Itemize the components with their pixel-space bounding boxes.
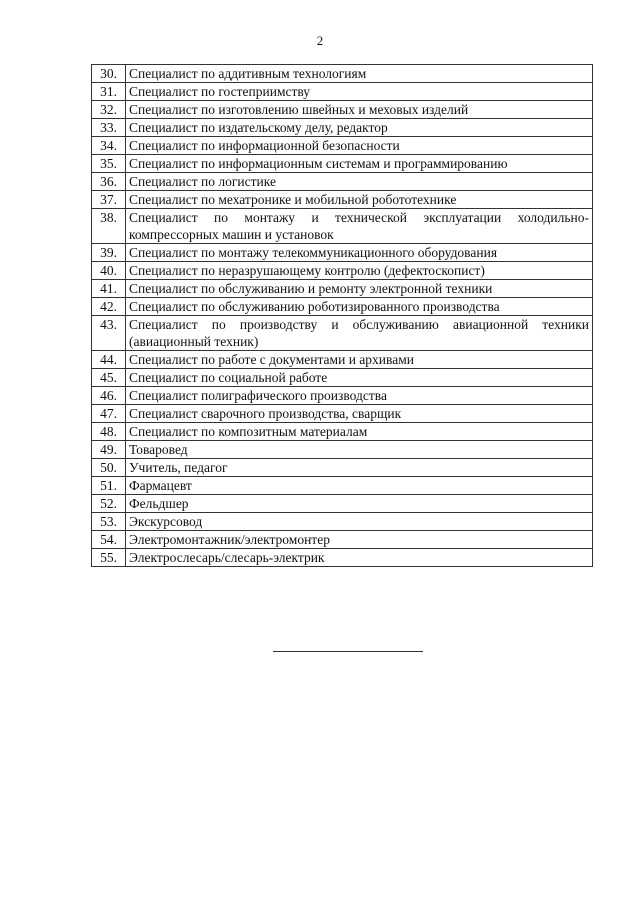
row-number: 42. <box>92 298 126 316</box>
table-row <box>92 244 593 262</box>
row-number: 46. <box>92 387 126 405</box>
table-row <box>92 191 593 209</box>
table-row <box>92 137 593 155</box>
table-row <box>92 405 593 423</box>
profession-name: Специалист по информационной безопасности <box>126 137 593 155</box>
row-number: 52. <box>92 495 126 513</box>
table-row <box>92 298 593 316</box>
table-row <box>92 477 593 495</box>
profession-name: Специалист по логистике <box>126 173 593 191</box>
row-number: 53. <box>92 513 126 531</box>
profession-name: Специалист по информационным системам и программированию <box>126 155 593 173</box>
profession-table-body <box>92 65 593 567</box>
table-row <box>92 101 593 119</box>
table-row <box>92 262 593 280</box>
profession-name: Специалист по аддитивным технологиям <box>126 65 593 83</box>
profession-name: Товаровед <box>126 441 593 459</box>
row-number: 38. <box>92 209 126 244</box>
table-row <box>92 173 593 191</box>
end-divider-line <box>273 651 423 652</box>
row-number: 47. <box>92 405 126 423</box>
profession-name: Специалист по гостеприимству <box>126 83 593 101</box>
profession-name: Специалист по обслуживанию и ремонту электронной техники <box>126 280 593 298</box>
table-row <box>92 549 593 567</box>
profession-name: Электрослесарь/слесарь-электрик <box>126 549 593 567</box>
profession-name: Специалист по издательскому делу, редактор <box>126 119 593 137</box>
profession-table <box>91 64 593 567</box>
profession-name: Фельдшер <box>126 495 593 513</box>
profession-name: Учитель, педагог <box>126 459 593 477</box>
table-row <box>92 83 593 101</box>
row-number: 36. <box>92 173 126 191</box>
profession-name: Специалист по монтажу и технической эксплуатации холодильно-компрессорных машин и установок <box>126 209 593 244</box>
row-number: 34. <box>92 137 126 155</box>
profession-name: Специалист сварочного производства, сварщик <box>126 405 593 423</box>
profession-name: Специалист по обслуживанию роботизированного производства <box>126 298 593 316</box>
row-number: 48. <box>92 423 126 441</box>
profession-name: Специалист полиграфического производства <box>126 387 593 405</box>
profession-name: Специалист по социальной работе <box>126 369 593 387</box>
profession-name: Электромонтажник/электромонтер <box>126 531 593 549</box>
profession-name: Специалист по неразрушающему контролю (дефектоскопист) <box>126 262 593 280</box>
profession-name: Фармацевт <box>126 477 593 495</box>
table-row <box>92 513 593 531</box>
row-number: 45. <box>92 369 126 387</box>
profession-name: Специалист по изготовлению швейных и меховых изделий <box>126 101 593 119</box>
table-row <box>92 531 593 549</box>
profession-name: Специалист по монтажу телекоммуникационного оборудования <box>126 244 593 262</box>
row-number: 33. <box>92 119 126 137</box>
profession-name: Специалист по работе с документами и архивами <box>126 351 593 369</box>
table-row <box>92 369 593 387</box>
profession-name: Специалист по производству и обслуживанию авиационной техники (авиационный техник) <box>126 316 593 351</box>
row-number: 54. <box>92 531 126 549</box>
row-number: 32. <box>92 101 126 119</box>
row-number: 50. <box>92 459 126 477</box>
table-row <box>92 316 593 351</box>
table-row <box>92 459 593 477</box>
table-row <box>92 155 593 173</box>
row-number: 35. <box>92 155 126 173</box>
table-row <box>92 65 593 83</box>
row-number: 43. <box>92 316 126 351</box>
profession-name: Экскурсовод <box>126 513 593 531</box>
row-number: 31. <box>92 83 126 101</box>
page-number: 2 <box>316 33 324 48</box>
row-number: 55. <box>92 549 126 567</box>
row-number: 37. <box>92 191 126 209</box>
row-number: 41. <box>92 280 126 298</box>
table-row <box>92 209 593 244</box>
table-row <box>92 423 593 441</box>
profession-name: Специалист по мехатронике и мобильной робототехнике <box>126 191 593 209</box>
row-number: 49. <box>92 441 126 459</box>
row-number: 44. <box>92 351 126 369</box>
profession-name: Специалист по композитным материалам <box>126 423 593 441</box>
row-number: 51. <box>92 477 126 495</box>
table-row <box>92 387 593 405</box>
row-number: 30. <box>92 65 126 83</box>
table-row <box>92 495 593 513</box>
row-number: 40. <box>92 262 126 280</box>
table-row <box>92 441 593 459</box>
table-row <box>92 119 593 137</box>
table-row <box>92 351 593 369</box>
table-row <box>92 280 593 298</box>
row-number: 39. <box>92 244 126 262</box>
